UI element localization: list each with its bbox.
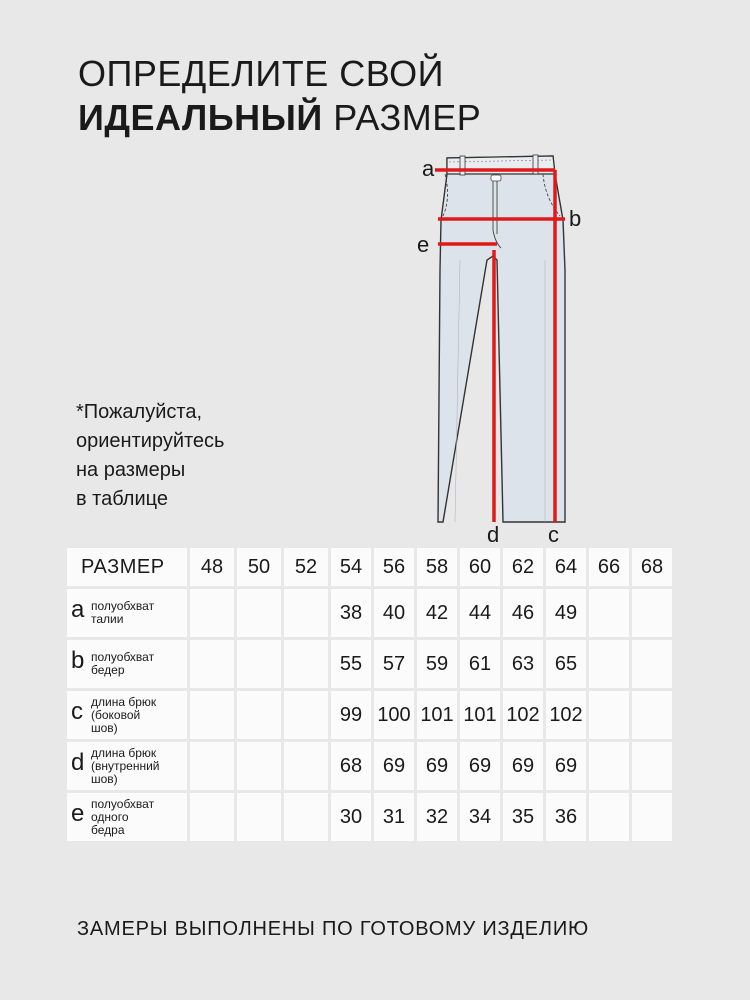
- table-cell: 100: [374, 691, 414, 739]
- belt-loop: [460, 156, 465, 175]
- table-cell: 99: [331, 691, 371, 739]
- table-cell: 35: [503, 793, 543, 841]
- row-description-line: полуобхват: [91, 599, 155, 613]
- table-cell: 63: [503, 640, 543, 688]
- table-row: [67, 793, 672, 841]
- size-col: 60: [460, 548, 500, 586]
- row-description-line: шов): [91, 771, 118, 786]
- trousers-outline: [438, 156, 565, 522]
- table-cell: [284, 742, 328, 790]
- table-cell: 57: [374, 640, 414, 688]
- table-cell: 46: [503, 589, 543, 637]
- title-line-1: ОПРЕДЕЛИТЕ СВОЙ: [78, 53, 444, 94]
- page-title: [78, 52, 481, 140]
- table-cell: [632, 691, 672, 739]
- row-description-line: (внутренний: [91, 758, 160, 773]
- size-col: 56: [374, 548, 414, 586]
- label-d: d: [487, 522, 500, 547]
- table-cell: [190, 640, 234, 688]
- row-letter: e: [71, 800, 85, 827]
- row-description-line: полуобхват: [91, 650, 155, 664]
- table-cell: [190, 793, 234, 841]
- label-e: e: [417, 232, 430, 257]
- table-cell: [589, 589, 629, 637]
- label-a: a: [422, 156, 435, 181]
- row-description-line: талии: [91, 612, 124, 626]
- row-description-line: (боковой: [91, 707, 141, 722]
- table-cell: 44: [460, 589, 500, 637]
- table-cell: [632, 793, 672, 841]
- table-cell: 61: [460, 640, 500, 688]
- table-cell: [190, 589, 234, 637]
- table-cell: 65: [546, 640, 586, 688]
- size-header-label: РАЗМЕР: [67, 548, 187, 586]
- row-description: [91, 747, 160, 786]
- table-cell: [632, 640, 672, 688]
- row-letter: c: [71, 698, 83, 725]
- label-b: b: [569, 206, 582, 231]
- size-note: [76, 398, 224, 514]
- size-col: 50: [237, 548, 281, 586]
- row-description-line: длина брюк: [91, 694, 157, 709]
- row-label: [67, 589, 187, 637]
- row-label: [67, 793, 187, 841]
- table-cell: [284, 691, 328, 739]
- note-line: ориентируйтесь: [76, 430, 225, 452]
- label-c: c: [548, 522, 559, 547]
- trousers-diagram: [405, 150, 605, 550]
- title-bold-word: ИДЕАЛЬНЫЙ: [78, 97, 323, 138]
- row-description: [91, 600, 154, 626]
- table-cell: 32: [417, 793, 457, 841]
- size-col: 64: [546, 548, 586, 586]
- table-cell: [237, 589, 281, 637]
- row-description-line: полуобхват: [91, 796, 155, 811]
- table-cell: [237, 742, 281, 790]
- row-description-line: одного: [91, 809, 129, 824]
- table-cell: 59: [417, 640, 457, 688]
- table-cell: 68: [331, 742, 371, 790]
- size-table: [64, 545, 675, 844]
- title-rest-word: РАЗМЕР: [333, 97, 482, 138]
- table-cell: 102: [546, 691, 586, 739]
- table-cell: [589, 793, 629, 841]
- table-cell: 102: [503, 691, 543, 739]
- table-cell: 69: [374, 742, 414, 790]
- row-description-line: бедер: [91, 663, 125, 677]
- table-cell: [632, 742, 672, 790]
- row-label: [67, 640, 187, 688]
- table-cell: 42: [417, 589, 457, 637]
- table-cell: 69: [460, 742, 500, 790]
- size-col: 54: [331, 548, 371, 586]
- table-cell: 30: [331, 793, 371, 841]
- table-cell: [589, 691, 629, 739]
- table-cell: 55: [331, 640, 371, 688]
- table-cell: 69: [417, 742, 457, 790]
- table-cell: [190, 691, 234, 739]
- size-col: 66: [589, 548, 629, 586]
- table-cell: [190, 742, 234, 790]
- row-label: [67, 691, 187, 739]
- table-row: [67, 640, 672, 688]
- row-description-line: длина брюк: [91, 745, 157, 760]
- table-cell: [284, 793, 328, 841]
- table-row: [67, 589, 672, 637]
- row-description-line: бедра: [91, 822, 125, 837]
- title-line-2: [78, 96, 481, 140]
- size-col: 48: [190, 548, 234, 586]
- table-cell: [237, 640, 281, 688]
- size-col: 62: [503, 548, 543, 586]
- note-line: в таблице: [76, 488, 168, 510]
- size-col: 52: [284, 548, 328, 586]
- table-cell: 69: [546, 742, 586, 790]
- row-label: [67, 742, 187, 790]
- table-cell: 36: [546, 793, 586, 841]
- note-line: на размеры: [76, 459, 186, 481]
- row-letter: b: [71, 647, 85, 674]
- row-letter: d: [71, 749, 85, 776]
- table-row: [67, 742, 672, 790]
- table-cell: [284, 589, 328, 637]
- table-header-row: [67, 548, 672, 586]
- table-cell: 40: [374, 589, 414, 637]
- table-cell: [589, 742, 629, 790]
- row-description: [91, 651, 154, 677]
- table-cell: [284, 640, 328, 688]
- row-letter: a: [71, 596, 85, 623]
- table-cell: 49: [546, 589, 586, 637]
- table-cell: 34: [460, 793, 500, 841]
- table-row: [67, 691, 672, 739]
- table-cell: [589, 640, 629, 688]
- table-cell: [632, 589, 672, 637]
- table-cell: 38: [331, 589, 371, 637]
- row-description-line: шов): [91, 720, 118, 735]
- row-description: [91, 798, 154, 837]
- table-cell: 31: [374, 793, 414, 841]
- row-description: [91, 696, 156, 735]
- table-cell: 101: [460, 691, 500, 739]
- size-col: 58: [417, 548, 457, 586]
- button: [491, 175, 501, 181]
- table-cell: 69: [503, 742, 543, 790]
- footer-note: ЗАМЕРЫ ВЫПОЛНЕНЫ ПО ГОТОВОМУ ИЗДЕЛИЮ: [77, 918, 590, 940]
- table-cell: 101: [417, 691, 457, 739]
- size-col: 68: [632, 548, 672, 586]
- table-cell: [237, 793, 281, 841]
- table-cell: [237, 691, 281, 739]
- note-line: *Пожалуйста,: [76, 401, 203, 423]
